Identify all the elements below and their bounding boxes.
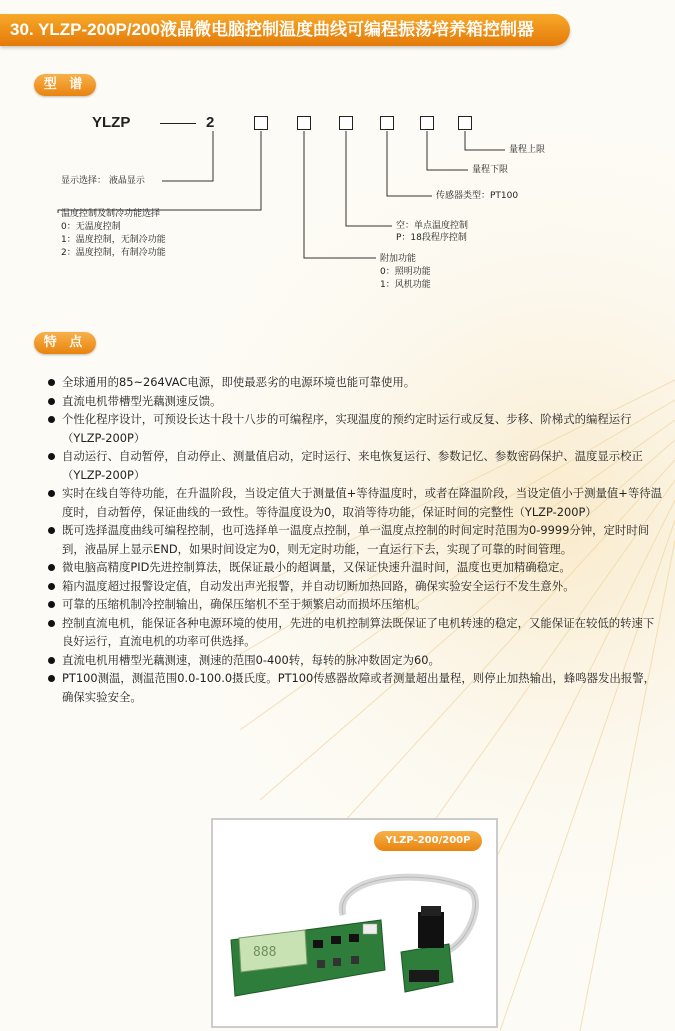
label-extra-0: 0：照明功能 [380, 267, 431, 277]
label-temp-mode-program: P：18段程序控制 [396, 233, 467, 243]
feature-item: 既可选择温度曲线可编程控制，也可选择单一温度点控制，单一温度点控制的时间定时范围为0-9999分钟，定时时间到，液晶屏上显示END，如果时间设定为0，则无定时功能，一直运行下去，实现了可靠的时间管理。 [48, 521, 663, 558]
feature-item: 微电脑高精度PID先进控制算法，既保证最小的超调量，又保证快速升温时间，温度也更加精确稳定。 [48, 558, 663, 577]
label-display-select: 显示选择： 液晶显示 [61, 176, 145, 186]
label-temp-ctrl-title: 温度控制及制冷功能选择 [61, 209, 161, 219]
label-extra-title: 附加功能 [380, 254, 417, 264]
model-box-1 [254, 116, 268, 130]
features-section-heading: 特 点 [34, 332, 96, 354]
feature-item: PT100测温，测温范围0.0-100.0摄氏度。PT100传感器故障或者测量超出量程，则停止加热输出，蜂鸣器发出报警，确保实验安全。 [48, 669, 663, 706]
model-digit: 2 [206, 114, 215, 131]
features-list [48, 373, 663, 706]
label-range-upper: 量程上限 [509, 145, 546, 155]
model-callout-lines [0, 0, 675, 320]
feature-item: 自动运行、自动暂停，自动停止、测量值启动，定时运行、来电恢复运行、参数记忆、参数密码保护、温度显示校正（YLZP-200P） [48, 447, 663, 484]
label-range-lower: 量程下限 [472, 165, 509, 175]
feature-item: 直流电机用槽型光藕测速，测速的范围0-400转，每转的脉冲数固定为60。 [48, 651, 663, 670]
model-box-6 [458, 116, 472, 130]
feature-item: 直流电机带槽型光藕测速反馈。 [48, 392, 663, 411]
label-temp-mode-single: 空：单点温度控制 [396, 221, 469, 231]
feature-item: 箱内温度超过报警设定值，自动发出声光报警，并自动切断加热回路，确保实验安全运行不发生意外。 [48, 577, 663, 596]
model-box-2 [297, 116, 311, 130]
label-temp-ctrl-2: 2：温度控制，有制冷功能 [61, 248, 166, 258]
svg-text:888: 888 [253, 945, 277, 960]
label-temp-ctrl-1: 1：温度控制，无制冷功能 [61, 235, 166, 245]
label-extra-1: 1：风机功能 [380, 280, 431, 290]
feature-item: 实时在线自等待功能，在升温阶段，当设定值大于测量值+等待温度时，或者在降温阶段，当设定值小于测量值+等待温度时，自动暂停，保证曲线的一致性。等待温度设为0，取消等待功能，保证时间的完整性（YLZP-200P） [48, 484, 663, 521]
page-title: 30. YLZP-200P/200液晶微电脑控制温度曲线可编程振荡培养箱控制器 [0, 14, 570, 46]
model-dash [160, 123, 196, 124]
product-photo-label: YLZP-200/200P [374, 831, 482, 851]
label-temp-ctrl-0: 0：无温度控制 [61, 222, 121, 232]
model-box-5 [420, 116, 434, 130]
feature-item: 个性化程序设计，可预设长达十段十八步的可编程序，实现温度的预约定时运行或反复、步移、阶梯式的编程运行（YLZP-200P） [48, 410, 663, 447]
model-code: YLZP [92, 114, 131, 131]
model-box-4 [380, 116, 394, 130]
model-box-3 [339, 116, 353, 130]
model-section-heading: 型 谱 [34, 74, 96, 96]
label-sensor-type: 传感器类型：PT100 [436, 191, 519, 201]
feature-item: 全球通用的85~264VAC电源，即使最恶劣的电源环境也能可靠使用。 [48, 373, 663, 392]
feature-item: 控制直流电机，能保证各种电源环境的使用，先进的电机控制算法既保证了电机转速的稳定，又能保证在较低的转速下良好运行，直流电机的功率可供选择。 [48, 614, 663, 651]
feature-item: 可靠的压缩机制冷控制输出，确保压缩机不至于频繁启动而损坏压缩机。 [48, 595, 663, 614]
